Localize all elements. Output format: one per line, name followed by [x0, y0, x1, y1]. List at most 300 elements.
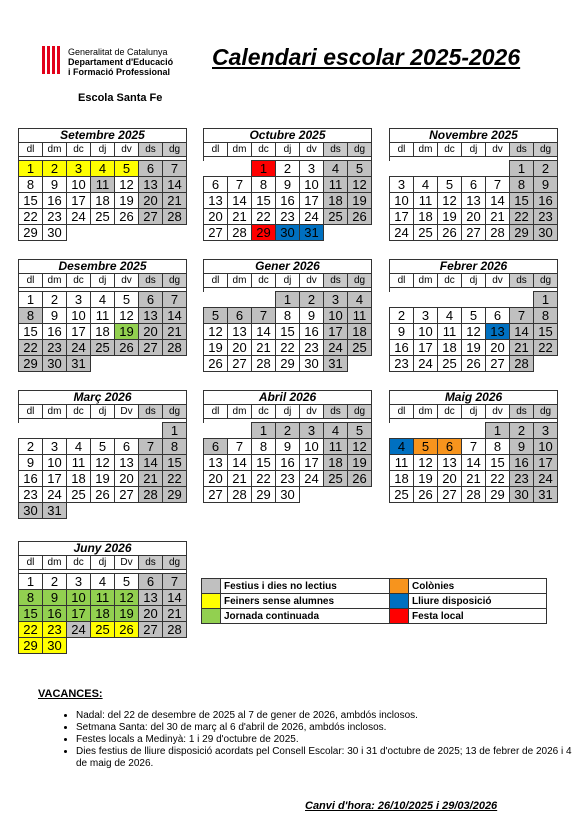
weekday-header: dj	[276, 143, 300, 157]
empty-cell	[462, 161, 486, 177]
month-calendar	[18, 128, 187, 241]
weekday-header: Dv	[115, 556, 139, 570]
day-cell: 17	[414, 340, 438, 356]
empty-cell	[163, 638, 187, 654]
day-cell: 7	[163, 574, 187, 590]
day-cell: 15	[486, 455, 510, 471]
day-cell: 29	[19, 225, 43, 241]
empty-cell	[390, 423, 414, 439]
day-cell: 8	[19, 590, 43, 606]
day-cell: 22	[534, 340, 558, 356]
weekday-header: dc	[438, 143, 462, 157]
day-cell: 16	[43, 606, 67, 622]
weekday-header: dc	[252, 405, 276, 419]
weekday-header: dl	[390, 143, 414, 157]
day-cell: 22	[19, 340, 43, 356]
empty-cell	[252, 292, 276, 308]
empty-cell	[462, 423, 486, 439]
weekday-header: dm	[43, 405, 67, 419]
day-cell: 28	[510, 356, 534, 372]
month-title: Maig 2026	[390, 391, 558, 405]
day-cell: 19	[414, 471, 438, 487]
empty-cell	[390, 292, 414, 308]
day-cell: 18	[438, 340, 462, 356]
day-cell: 9	[390, 324, 414, 340]
day-cell: 29	[163, 487, 187, 503]
day-cell: 26	[91, 487, 115, 503]
day-cell: 27	[228, 356, 252, 372]
day-cell: 29	[486, 487, 510, 503]
empty-cell	[414, 292, 438, 308]
weekday-header: dc	[252, 274, 276, 288]
legend-label: Festa local	[409, 609, 547, 624]
day-cell: 3	[324, 292, 348, 308]
day-cell: 23	[510, 471, 534, 487]
day-cell: 6	[139, 574, 163, 590]
weekday-header: dm	[228, 274, 252, 288]
day-cell: 25	[324, 209, 348, 225]
day-cell: 20	[139, 193, 163, 209]
empty-cell	[67, 503, 91, 519]
empty-cell	[115, 225, 139, 241]
empty-cell	[91, 356, 115, 372]
day-cell: 4	[91, 574, 115, 590]
day-cell: 25	[390, 487, 414, 503]
weekday-header: dl	[204, 274, 228, 288]
weekday-header: ds	[139, 143, 163, 157]
day-cell: 20	[462, 209, 486, 225]
day-cell: 26	[115, 622, 139, 638]
legend-label: Jornada continuada	[221, 609, 390, 624]
day-cell: 5	[438, 177, 462, 193]
day-cell: 6	[139, 292, 163, 308]
weekday-header: dv	[300, 274, 324, 288]
weekday-header: dc	[438, 405, 462, 419]
day-cell: 3	[414, 308, 438, 324]
day-cell: 16	[43, 324, 67, 340]
weekday-header: dv	[486, 143, 510, 157]
day-cell: 8	[19, 177, 43, 193]
day-cell: 24	[390, 225, 414, 241]
empty-cell	[43, 423, 67, 439]
empty-cell	[348, 225, 372, 241]
weekday-header: dg	[534, 405, 558, 419]
day-cell: 10	[300, 177, 324, 193]
weekday-header: dm	[43, 274, 67, 288]
day-cell: 14	[510, 324, 534, 340]
day-cell: 8	[163, 439, 187, 455]
empty-cell	[438, 423, 462, 439]
day-cell: 18	[324, 455, 348, 471]
empty-cell	[414, 423, 438, 439]
day-cell: 12	[91, 455, 115, 471]
legend-label: Feiners sense alumnes	[221, 594, 390, 609]
weekday-header: dg	[534, 274, 558, 288]
day-cell: 28	[163, 340, 187, 356]
day-cell: 26	[438, 225, 462, 241]
empty-cell	[91, 638, 115, 654]
weekday-header: dg	[348, 274, 372, 288]
day-cell: 10	[534, 439, 558, 455]
day-cell: 20	[228, 340, 252, 356]
org-line-1: Generalitat de Catalunya	[68, 47, 168, 57]
empty-cell	[91, 423, 115, 439]
day-cell: 31	[324, 356, 348, 372]
day-cell: 26	[462, 356, 486, 372]
day-cell: 27	[204, 487, 228, 503]
weekday-header: Dv	[115, 405, 139, 419]
day-cell: 2	[19, 439, 43, 455]
day-cell: 1	[486, 423, 510, 439]
day-cell: 22	[252, 471, 276, 487]
day-cell: 23	[43, 622, 67, 638]
day-cell: 28	[163, 622, 187, 638]
day-cell: 7	[462, 439, 486, 455]
day-cell: 20	[115, 471, 139, 487]
day-cell: 9	[276, 177, 300, 193]
day-cell: 28	[228, 225, 252, 241]
empty-cell	[139, 503, 163, 519]
weekday-header: dm	[43, 556, 67, 570]
day-cell: 17	[67, 606, 91, 622]
day-cell: 9	[276, 439, 300, 455]
month-calendar	[203, 128, 372, 241]
day-cell: 21	[163, 606, 187, 622]
day-cell: 11	[91, 308, 115, 324]
month-calendar	[389, 390, 558, 503]
day-cell: 28	[139, 487, 163, 503]
day-cell: 12	[115, 308, 139, 324]
day-cell: 31	[300, 225, 324, 241]
empty-cell	[204, 423, 228, 439]
day-cell: 25	[414, 225, 438, 241]
day-cell: 23	[390, 356, 414, 372]
month-calendar	[389, 259, 558, 372]
day-cell: 11	[91, 177, 115, 193]
day-cell: 18	[67, 471, 91, 487]
day-cell: 26	[348, 471, 372, 487]
day-cell: 8	[486, 439, 510, 455]
weekday-header: dc	[67, 405, 91, 419]
weekday-header: dl	[390, 274, 414, 288]
day-cell: 24	[67, 340, 91, 356]
day-cell: 10	[43, 455, 67, 471]
day-cell: 9	[510, 439, 534, 455]
day-cell: 24	[300, 471, 324, 487]
day-cell: 4	[438, 308, 462, 324]
day-cell: 21	[486, 209, 510, 225]
day-cell: 28	[228, 487, 252, 503]
empty-cell	[510, 292, 534, 308]
weekday-header: ds	[324, 274, 348, 288]
day-cell: 22	[486, 471, 510, 487]
day-cell: 2	[43, 292, 67, 308]
day-cell: 12	[438, 193, 462, 209]
weekday-header: dc	[67, 143, 91, 157]
day-cell: 2	[43, 574, 67, 590]
day-cell: 4	[414, 177, 438, 193]
day-cell: 30	[19, 503, 43, 519]
weekday-header: dv	[486, 274, 510, 288]
day-cell: 12	[462, 324, 486, 340]
day-cell: 10	[300, 439, 324, 455]
day-cell: 20	[204, 209, 228, 225]
month-title: Desembre 2025	[19, 260, 187, 274]
weekday-header: dv	[115, 274, 139, 288]
day-cell: 14	[228, 455, 252, 471]
day-cell: 25	[438, 356, 462, 372]
day-cell: 17	[324, 324, 348, 340]
empty-cell	[139, 356, 163, 372]
day-cell: 16	[276, 193, 300, 209]
day-cell: 27	[139, 209, 163, 225]
day-cell: 16	[43, 193, 67, 209]
day-cell: 30	[300, 356, 324, 372]
senyera-icon	[42, 46, 62, 74]
day-cell: 12	[115, 177, 139, 193]
day-cell: 17	[390, 209, 414, 225]
day-cell: 24	[300, 209, 324, 225]
day-cell: 21	[139, 471, 163, 487]
weekday-header: dc	[252, 143, 276, 157]
day-cell: 16	[19, 471, 43, 487]
day-cell: 17	[67, 193, 91, 209]
day-cell: 7	[510, 308, 534, 324]
day-cell: 13	[438, 455, 462, 471]
day-cell: 13	[228, 324, 252, 340]
day-cell: 3	[67, 574, 91, 590]
day-cell: 14	[228, 193, 252, 209]
empty-cell	[115, 423, 139, 439]
day-cell: 10	[414, 324, 438, 340]
day-cell: 21	[252, 340, 276, 356]
day-cell: 16	[276, 455, 300, 471]
month-title: Abril 2026	[204, 391, 372, 405]
day-cell: 5	[115, 574, 139, 590]
weekday-header: dl	[19, 405, 43, 419]
day-cell: 24	[67, 209, 91, 225]
day-cell: 11	[91, 590, 115, 606]
day-cell: 13	[139, 308, 163, 324]
empty-cell	[115, 638, 139, 654]
month-title: Novembre 2025	[390, 129, 558, 143]
day-cell: 19	[115, 193, 139, 209]
day-cell: 1	[252, 423, 276, 439]
day-cell: 24	[67, 622, 91, 638]
day-cell: 16	[390, 340, 414, 356]
day-cell: 17	[67, 324, 91, 340]
month-title: Febrer 2026	[390, 260, 558, 274]
day-cell: 27	[115, 487, 139, 503]
empty-cell	[228, 292, 252, 308]
day-cell: 8	[510, 177, 534, 193]
day-cell: 27	[204, 225, 228, 241]
day-cell: 9	[534, 177, 558, 193]
weekday-header: dv	[300, 405, 324, 419]
day-cell: 14	[252, 324, 276, 340]
day-cell: 24	[43, 487, 67, 503]
day-cell: 1	[163, 423, 187, 439]
org-line-3: i Formació Professional	[68, 67, 171, 77]
school-name: Escola Santa Fe	[78, 92, 163, 104]
day-cell: 9	[19, 455, 43, 471]
vacances-title: VACANCES:	[38, 688, 103, 700]
day-cell: 25	[348, 340, 372, 356]
day-cell: 8	[534, 308, 558, 324]
day-cell: 23	[19, 487, 43, 503]
day-cell: 13	[204, 193, 228, 209]
day-cell: 18	[348, 324, 372, 340]
day-cell: 21	[163, 193, 187, 209]
day-cell: 15	[19, 606, 43, 622]
day-cell: 22	[252, 209, 276, 225]
day-cell: 18	[91, 324, 115, 340]
day-cell: 26	[115, 209, 139, 225]
legend-label: Festius i dies no lectius	[221, 579, 390, 594]
day-cell: 27	[438, 487, 462, 503]
day-cell: 5	[115, 161, 139, 177]
day-cell: 4	[67, 439, 91, 455]
list-item: • Nadal: del 22 de desembre de 2025 al 7 de gener de 2026, ambdós inclosos.	[76, 710, 576, 722]
weekday-header: dv	[300, 143, 324, 157]
day-cell: 4	[348, 292, 372, 308]
day-cell: 5	[462, 308, 486, 324]
empty-cell	[414, 161, 438, 177]
weekday-header: dc	[438, 274, 462, 288]
weekday-header: dl	[19, 556, 43, 570]
empty-cell	[163, 503, 187, 519]
day-cell: 6	[204, 439, 228, 455]
day-cell: 15	[510, 193, 534, 209]
day-cell: 8	[252, 439, 276, 455]
day-cell: 16	[510, 455, 534, 471]
org-line-2: Departament d'Educació	[68, 57, 174, 67]
month-calendar	[18, 541, 187, 654]
day-cell: 5	[115, 292, 139, 308]
month-title: Març 2026	[19, 391, 187, 405]
day-cell: 23	[534, 209, 558, 225]
legend-label: Lliure disposició	[409, 594, 547, 609]
day-cell: 5	[348, 423, 372, 439]
empty-cell	[534, 356, 558, 372]
day-cell: 1	[19, 292, 43, 308]
day-cell: 14	[163, 590, 187, 606]
day-cell: 21	[510, 340, 534, 356]
day-cell: 10	[67, 177, 91, 193]
weekday-header: dl	[19, 143, 43, 157]
day-cell: 22	[510, 209, 534, 225]
legend-swatch	[390, 594, 409, 609]
day-cell: 19	[462, 340, 486, 356]
day-cell: 23	[43, 209, 67, 225]
day-cell: 13	[115, 455, 139, 471]
day-cell: 3	[300, 161, 324, 177]
day-cell: 18	[324, 193, 348, 209]
weekday-header: dl	[204, 143, 228, 157]
day-cell: 15	[19, 193, 43, 209]
day-cell: 2	[534, 161, 558, 177]
day-cell: 21	[228, 471, 252, 487]
empty-cell	[139, 423, 163, 439]
month-title: Gener 2026	[204, 260, 372, 274]
day-cell: 16	[534, 193, 558, 209]
day-cell: 3	[67, 292, 91, 308]
day-cell: 6	[438, 439, 462, 455]
day-cell: 23	[276, 471, 300, 487]
day-cell: 14	[139, 455, 163, 471]
day-cell: 11	[438, 324, 462, 340]
day-cell: 3	[390, 177, 414, 193]
day-cell: 19	[115, 606, 139, 622]
day-cell: 5	[91, 439, 115, 455]
day-cell: 20	[486, 340, 510, 356]
day-cell: 3	[67, 161, 91, 177]
vacances-list	[60, 710, 576, 770]
weekday-header: dj	[462, 405, 486, 419]
day-cell: 6	[486, 308, 510, 324]
day-cell: 6	[462, 177, 486, 193]
page-title: Calendari escolar 2025-2026	[212, 44, 521, 70]
day-cell: 24	[414, 356, 438, 372]
empty-cell	[139, 638, 163, 654]
day-cell: 11	[414, 193, 438, 209]
weekday-header: dg	[163, 556, 187, 570]
day-cell: 30	[276, 225, 300, 241]
day-cell: 5	[414, 439, 438, 455]
day-cell: 30	[43, 225, 67, 241]
day-cell: 26	[414, 487, 438, 503]
day-cell: 30	[510, 487, 534, 503]
day-cell: 28	[163, 209, 187, 225]
dst-change-note: Canvi d'hora: 26/10/2025 i 29/03/2026	[305, 800, 498, 812]
empty-cell	[438, 161, 462, 177]
weekday-header: ds	[510, 143, 534, 157]
day-cell: 12	[414, 455, 438, 471]
day-cell: 18	[390, 471, 414, 487]
empty-cell	[115, 356, 139, 372]
month-calendar	[18, 259, 187, 372]
empty-cell	[486, 292, 510, 308]
day-cell: 7	[163, 161, 187, 177]
day-cell: 12	[204, 324, 228, 340]
weekday-header: dj	[91, 405, 115, 419]
day-cell: 22	[19, 209, 43, 225]
day-cell: 6	[228, 308, 252, 324]
day-cell: 10	[67, 590, 91, 606]
month-calendar	[389, 128, 558, 241]
empty-cell	[204, 292, 228, 308]
day-cell: 16	[300, 324, 324, 340]
day-cell: 20	[139, 324, 163, 340]
list-item: • Festes locals a Medinyà: 1 i 29 d'octubre de 2025.	[76, 734, 576, 746]
day-cell: 29	[510, 225, 534, 241]
empty-cell	[19, 423, 43, 439]
weekday-header: dg	[348, 405, 372, 419]
weekday-header: dg	[163, 405, 187, 419]
day-cell: 24	[324, 340, 348, 356]
day-cell: 12	[348, 177, 372, 193]
day-cell: 28	[462, 487, 486, 503]
day-cell: 13	[204, 455, 228, 471]
day-cell: 1	[534, 292, 558, 308]
legend-swatch	[390, 609, 409, 624]
day-cell: 27	[139, 340, 163, 356]
weekday-header: dj	[91, 556, 115, 570]
day-cell: 31	[67, 356, 91, 372]
empty-cell	[486, 161, 510, 177]
empty-cell	[348, 356, 372, 372]
day-cell: 7	[163, 292, 187, 308]
